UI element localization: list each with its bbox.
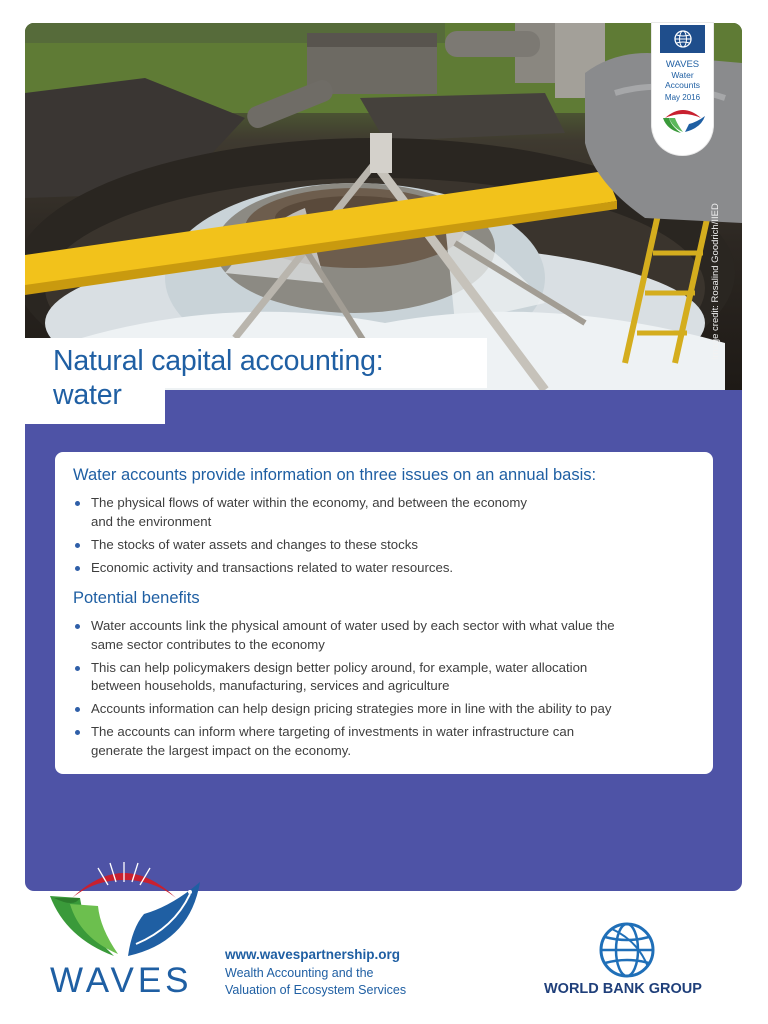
bullet-icon — [75, 707, 80, 712]
tagline-line-2: Valuation of Ecosystem Services — [225, 983, 407, 997]
aerator-illustration — [25, 23, 742, 390]
overview-heading: Water accounts provide information on three issues on an annual basis: — [73, 466, 597, 484]
waves-badge — [652, 23, 713, 155]
list-item: The stocks of water assets and changes to these stocks — [73, 536, 703, 555]
badge-program: WAVES — [665, 59, 700, 70]
list-item: The accounts can inform where targeting of investments in water infrastructure can generate the largest impact on the economy. — [73, 723, 703, 760]
list-item: Water accounts link the physical amount of water used by each sector with what value the same sector contributes to the economy — [73, 617, 703, 654]
badge-topic-2: Accounts — [665, 80, 700, 90]
bullet-icon — [75, 730, 80, 735]
list-item: The physical flows of water within the economy, and between the economy and the environment — [73, 494, 703, 531]
badge-date: May 2016 — [664, 93, 701, 102]
list-item: This can help policymakers design better policy around, for example, water allocation between households, manufacturing, services and agriculture — [73, 659, 703, 696]
world-bank-globe-icon — [598, 921, 656, 979]
benefits-list — [73, 617, 703, 765]
photo-credit: Image credit: Rosalind Goodrich/IIED — [710, 203, 721, 360]
bullet-icon — [75, 566, 80, 571]
page-title — [25, 338, 487, 424]
title-line-1: Natural capital accounting: — [53, 345, 384, 377]
info-panel — [55, 452, 713, 774]
list-item: Economic activity and transactions related to water resources. — [73, 559, 703, 578]
badge-topic-1: Water — [671, 70, 694, 80]
bullet-icon — [75, 666, 80, 671]
benefits-heading: Potential benefits — [73, 589, 200, 607]
overview-list — [73, 494, 703, 582]
bullet-icon — [75, 624, 80, 629]
waves-wordmark: WAVES — [50, 961, 193, 1000]
waves-logo-icon — [44, 858, 204, 968]
waves-mini-logo-icon — [657, 106, 709, 134]
list-item: Accounts information can help design pricing strategies more in line with the ability to pay — [73, 700, 703, 719]
website-link[interactable]: www.wavespartnership.org — [225, 947, 401, 962]
world-bank-group-wordmark: WORLD BANK GROUP — [544, 981, 702, 997]
title-line-2: water — [53, 379, 122, 411]
world-bank-globe-icon — [660, 25, 705, 53]
hero-photo — [25, 23, 742, 390]
bullet-icon — [75, 501, 80, 506]
bullet-icon — [75, 543, 80, 548]
tagline-line-1: Wealth Accounting and the — [225, 966, 374, 980]
